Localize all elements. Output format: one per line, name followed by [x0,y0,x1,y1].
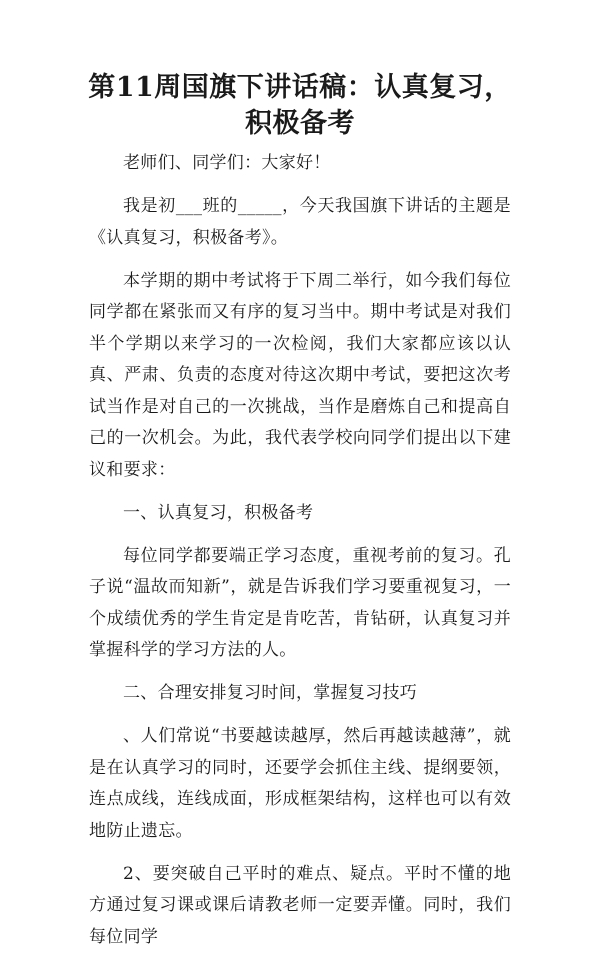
section-heading-2: 二、合理安排复习时间，掌握复习技巧 [123,683,418,703]
greeting-paragraph: 老师们、同学们：大家好！ [123,153,331,173]
document-body [89,148,511,965]
exam-paragraph: 本学期的期中考试将于下周二举行，如今我们每位同学都在紧张而又有序的复习当中。期中考试是对我们半个学期以来学习的一次检阅，我们大家都应该以认真、严肃、负责的态度对待这次期中考试，要把这次考试当作是对自己的一次挑战，当作是磨炼自己和提高自己的一次机会。为此，我代表学校向同学们提出以下建议和要求： [89,270,511,480]
tip-paragraph-1: 、人们常说“书要越读越厚，然后再越读越薄”，就是在认真学习的同时，还要学会抓住主线、提纲要领，连点成线，连线成面，形成框架结构，这样也可以有效地防止遗忘。 [89,726,511,841]
review-paragraph: 每位同学都要端正学习态度，重视考前的复习。孔子说“温故而知新”，就是告诉我们学习要重视复习，一个成绩优秀的学生肯定是肯吃苦，肯钻研，认真复习并掌握科学的学习方法的人。 [89,545,511,660]
page-title: 第11周国旗下讲话稿：认真复习，积极备考 [88,72,512,139]
tip-paragraph-2: 2、要突破自己平时的难点、疑点。平时不懂的地方通过复习课或课后请教老师一定要弄懂。同时，我们每位同学 [89,863,511,947]
section-heading-1: 一、认真复习，积极备考 [123,502,314,523]
intro-paragraph: 我是初___班的_____，今天我国旗下讲话的主题是《认真复习，积极备考》。 [89,196,511,248]
